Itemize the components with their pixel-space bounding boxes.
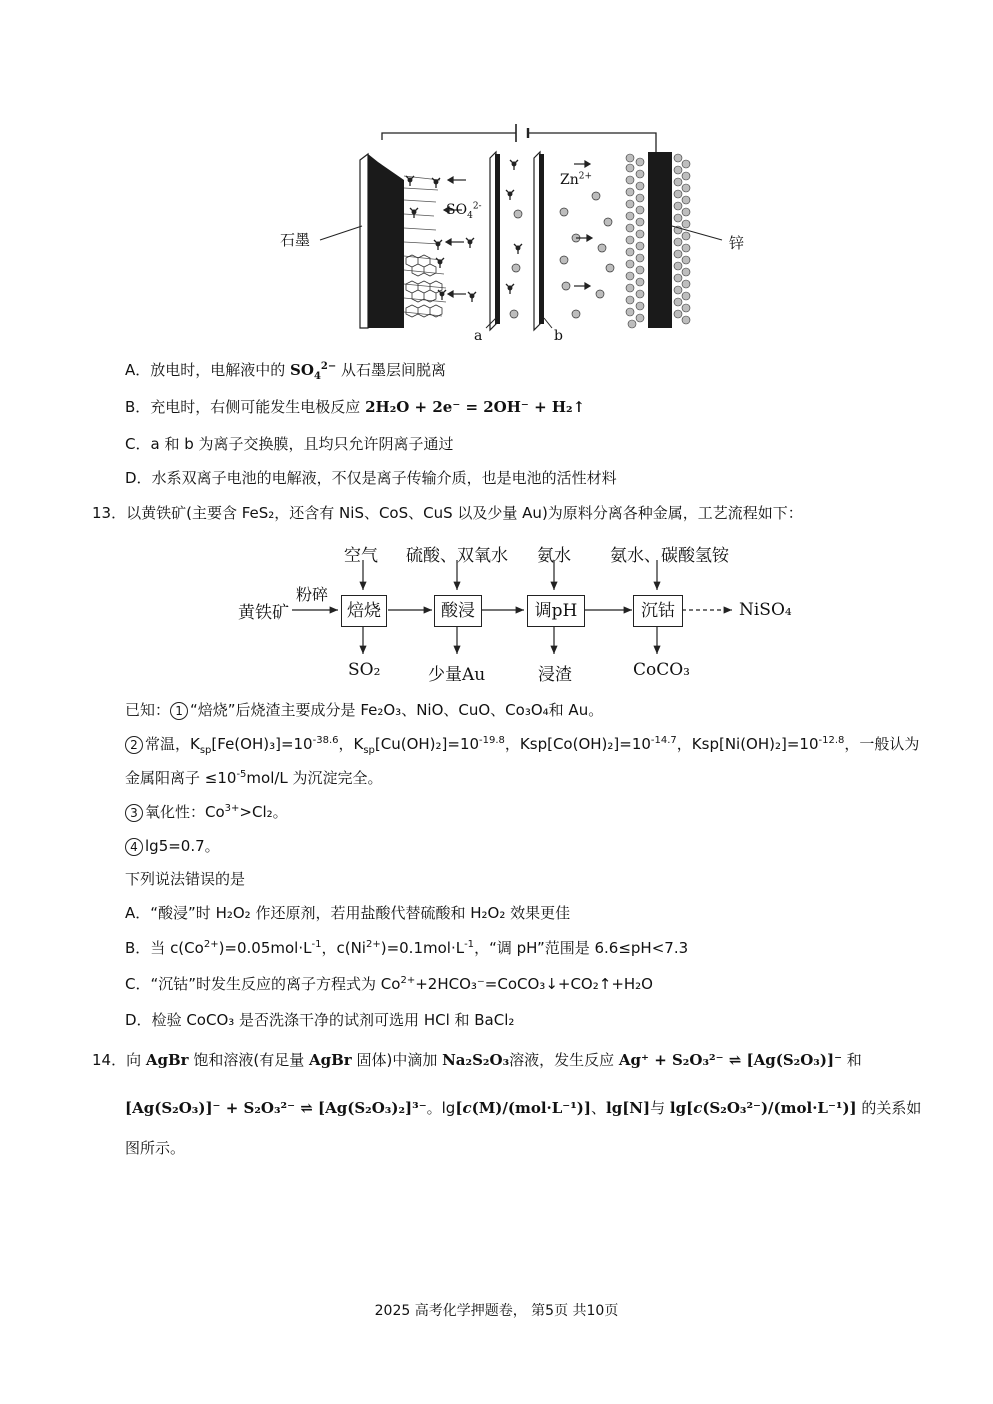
q13-option-d: D．检验 CoCO₃ 是否洗涤干净的试剂可选用 HCl 和 BaCl₂	[125, 1011, 515, 1029]
flow-step-adjust-ph: 调pH	[527, 595, 585, 627]
flow-reagent-ammonia-bicarb: 氨水、碳酸氢铵	[610, 546, 729, 566]
page-footer: 2025 高考化学押题卷， 第5页 共10页	[374, 1303, 619, 1319]
label-zn-ion: $Zn^{2+}$	[560, 171, 593, 188]
flow-step-roast: 焙烧	[341, 595, 387, 627]
q13-option-c: C．“沉钴”时发生反应的离子方程式为 $Co^{2+}+2HCO_3^-=CoCO_3↓+CO_2↑+H_2O$	[125, 975, 653, 993]
q13-known-2-cont: 金属阳离子 $\le 10^{-5}mol/L$ 为沉淀完全。	[125, 769, 383, 787]
q12-option-a: A．放电时，电解液中的 $SO_4^{2-}$ 从石墨层间脱离	[125, 361, 447, 382]
q12-option-c: C．a 和 b 为离子交换膜，且均只允许阴离子通过	[125, 435, 454, 453]
flow-reagent-ammonia: 氨水	[537, 546, 571, 566]
label-graphite: 石墨	[280, 231, 311, 249]
q13-option-b: B．当 $c(Co^{2+})=0.05mol\cdot L^{-1}$，$c(Ni^{2+})=0.1mol\cdot L^{-1}$，“调 pH”范围是 6.6≤pH<7.3	[125, 939, 689, 957]
q12-option-d: D．水系双离子电池的电解液，不仅是离子传输介质，也是电池的活性材料	[125, 469, 617, 487]
flow-product-au: 少量Au	[428, 665, 486, 685]
flow-output: NiSO₄	[739, 600, 792, 620]
q14-line-3: 图所示。	[125, 1139, 186, 1157]
zinc-electrode	[626, 152, 690, 328]
q13-known-2: 2 常温，$K_{sp}[Fe(OH)_3]=10^{-38.6}$，$K_{sp}[Cu(OH)_2]=10^{-19.8}$，$Ksp[Co(OH)_2]=10^{-14.7}$，$Ksp[Ni(OH)_2]=10^{-12.8}$，一般认为	[125, 734, 919, 754]
membrane-a	[490, 152, 500, 330]
q14-line-1: 14．向 AgBr 饱和溶液(有足量 AgBr 固体)中滴加 Na₂S₂O₃溶液，发生反应 Ag⁺ + S₂O₃²⁻ ⇌ [Ag(S₂O₃)]⁻ 和	[92, 1051, 862, 1069]
label-membrane-a: a	[474, 328, 483, 344]
sulfate-ions	[406, 160, 522, 302]
q13-stem: 13．以黄铁矿(主要含 FeS₂，还含有 NiS、CoS、CuS 以及少量 Au)为原料分离各种金属，工艺流程如下：	[92, 504, 803, 522]
flow-grind-label: 粉碎	[296, 585, 329, 604]
flow-input: 黄铁矿	[238, 603, 289, 623]
flow-product-so2: SO₂	[348, 660, 381, 680]
flow-product-residue: 浸渣	[538, 665, 572, 685]
q13-known-4: 4 lg5=0.7。	[125, 836, 220, 856]
label-sulfate-ion: $SO_4^{2-}$	[446, 201, 482, 221]
label-membrane-b: b	[554, 328, 563, 344]
flow-step-cobalt-precip: 沉钴	[633, 595, 683, 627]
flow-step-acid-leach: 酸浸	[434, 595, 482, 627]
graphite-electrode	[360, 154, 446, 328]
q13-known-1: 已知： 1 “焙烧”后烧渣主要成分是 Fe₂O₃、NiO、CuO、Co₃O₄和 Au。	[125, 701, 604, 719]
zinc-ions	[510, 192, 614, 318]
q13-question: 下列说法错误的是	[125, 870, 246, 888]
q13-option-a: A．“酸浸”时 H₂O₂ 作还原剂，若用盐酸代替硫酸和 H₂O₂ 效果更佳	[125, 904, 571, 922]
flow-reagent-acid: 硫酸、双氧水	[406, 546, 508, 566]
membrane-b	[534, 152, 544, 330]
q13-known-3: 3 氧化性：$Co^{3+}>Cl_2$。	[125, 802, 288, 822]
label-zinc: 锌	[729, 234, 745, 252]
battery-diagram	[270, 118, 750, 350]
flow-reagent-air: 空气	[344, 546, 378, 566]
q12-option-b: B．充电时，右侧可能发生电极反应 2H₂O + 2e⁻ = 2OH⁻ + H₂↑	[125, 398, 586, 416]
flow-product-coco3: CoCO₃	[633, 660, 691, 680]
q14-line-2: [Ag(S₂O₃)]⁻ + S₂O₃²⁻ ⇌ [Ag(S₂O₃)₂]³⁻。lg[c(M)/(mol·L⁻¹)]、lg[N]与 lg[c(S₂O₃²⁻)/(mol·L⁻¹)] 的关系如	[125, 1099, 922, 1117]
